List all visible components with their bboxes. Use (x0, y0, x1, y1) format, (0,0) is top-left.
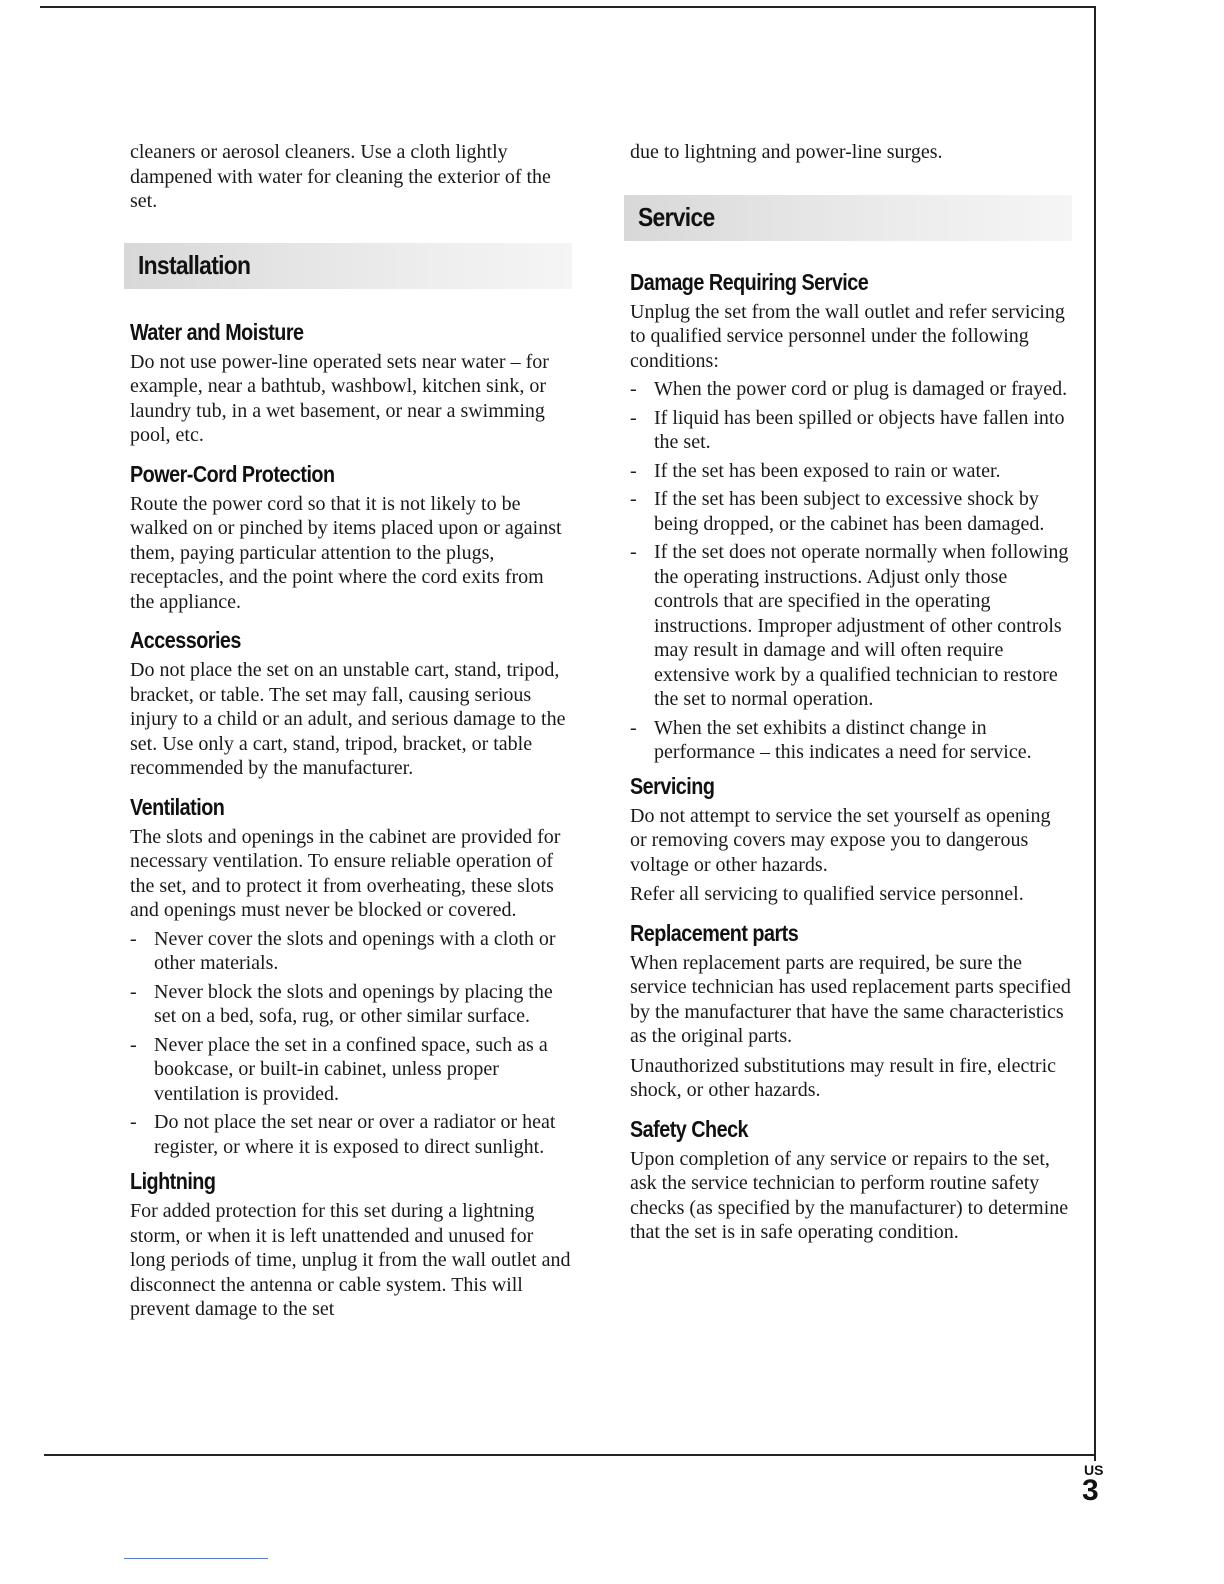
top-rule (40, 6, 1096, 8)
paragraph-unauthorized-substitutions: Unauthorized substitutions may result in fire, electric shock, or other hazards. (630, 1054, 1056, 1101)
heading-power-cord-protection: Power-Cord Protection (130, 460, 335, 487)
paragraph-power-cord-protection: Route the power cord so that it is not likely to be walked on or pinched by items placed upon or against them, paying particular attention to the plugs, receptacles, and the point where the cord exits from the appliance. (130, 492, 562, 613)
section-title: Service (638, 201, 715, 232)
heading-accessories: Accessories (130, 627, 241, 653)
list-item: - If the set does not operate normally when following the operating instructions. Adjust only those controls that are specified in the operating instructions. Improper adjustment of other controls may result in damage and will often require extensive work by a qualified technician to restore the set to normal operation. (630, 541, 1069, 710)
heading-safety-check: Safety Check (630, 1115, 749, 1142)
list-item: - Never place the set in a confined space, such as a bookcase, or built-in cabinet, unless proper ventilation is provided. (130, 1033, 548, 1105)
paragraph-water-and-moisture: Do not use power-line operated sets near water – for example, near a bathtub, washbowl, kitchen sink, or laundry tub, in a wet basement, or near a swimming pool, etc. (130, 350, 549, 446)
list-item: - Never block the slots and openings by placing the set on a bed, sofa, rug, or other similar surface. (130, 980, 553, 1027)
right-column (630, 140, 1072, 1245)
page-number: 3 (1082, 1474, 1099, 1507)
region-code: US (1084, 1462, 1104, 1478)
section-header-installation (124, 243, 572, 289)
bottom-rule (44, 1454, 1096, 1456)
heading-replacement-parts: Replacement parts (630, 919, 799, 946)
heading-damage-requiring-service: Damage Requiring Service (630, 268, 869, 295)
paragraph-lightning: For added protection for this set during a lightning storm, or when it is left unattended and unused for long periods of time, unplug it from the wall outlet and disconnect the antenna or cable system. This will prevent damage to the set (130, 1200, 571, 1320)
list-item: - Never cover the slots and openings with a cloth or other materials. (130, 927, 556, 974)
paragraph-servicing: Do not attempt to service the set yourself as opening or removing covers may expose you to dangerous voltage or other hazards. (630, 804, 1051, 876)
heading-ventilation: Ventilation (130, 793, 225, 820)
left-column (130, 140, 572, 1322)
paragraph-damage-requiring-service: Unplug the set from the wall outlet and refer servicing to qualified service personnel under the following conditions: (630, 300, 1065, 372)
heading-servicing: Servicing (630, 772, 715, 799)
list-item: - If liquid has been spilled or objects have fallen into the set. (630, 406, 1065, 453)
damage-conditions-list (630, 377, 1072, 765)
heading-lightning: Lightning (130, 1168, 216, 1194)
list-item: - When the set exhibits a distinct change in performance – this indicates a need for service. (630, 716, 1032, 763)
list-item: - If the set has been exposed to rain or water. (630, 459, 1001, 482)
paragraph-servicing-refer: Refer all servicing to qualified service personnel. (630, 883, 1024, 905)
intro-paragraph: cleaners or aerosol cleaners. Use a cloth lightly dampened with water for cleaning the exterior of the set. (130, 141, 551, 212)
paragraph-replacement-parts: When replacement parts are required, be sure the service technician has used replacement parts specified by the manufacturer that have the same characteristics as the original parts. (630, 951, 1071, 1047)
list-item: - When the power cord or plug is damaged or frayed. (630, 378, 1068, 400)
right-rule (1094, 6, 1096, 1461)
scan-mark-line (124, 1558, 268, 1559)
section-header-service (624, 195, 1072, 241)
paragraph-accessories: Do not place the set on an unstable cart, stand, tripod, bracket, or table. The set may fall, causing serious injury to a child or an adult, and serious damage to the set. Use only a cart, stand, tripod, bracket, or table recommended by the manufacturer. (130, 659, 566, 779)
heading-water-and-moisture: Water and Moisture (130, 318, 304, 345)
paragraph-ventilation: The slots and openings in the cabinet are provided for necessary ventilation. To ensure reliable operation of the set, and to protect it from overheating, these slots and openings must never be blocked or covered. (130, 825, 561, 921)
paragraph-safety-check: Upon completion of any service or repairs to the set, ask the service technician to perform routine safety checks (as specified by the manufacturer) to determine that the set is in safe operating condition. (630, 1147, 1069, 1243)
list-item: - If the set has been subject to excessive shock by being dropped, or the cabinet has been damaged. (630, 488, 1045, 535)
list-item: - Do not place the set near or over a radiator or heat register, or where it is exposed to direct sunlight. (130, 1111, 556, 1158)
intro-paragraph: due to lightning and power-line surges. (630, 141, 943, 163)
section-title: Installation (138, 249, 251, 280)
ventilation-list (130, 927, 572, 1160)
